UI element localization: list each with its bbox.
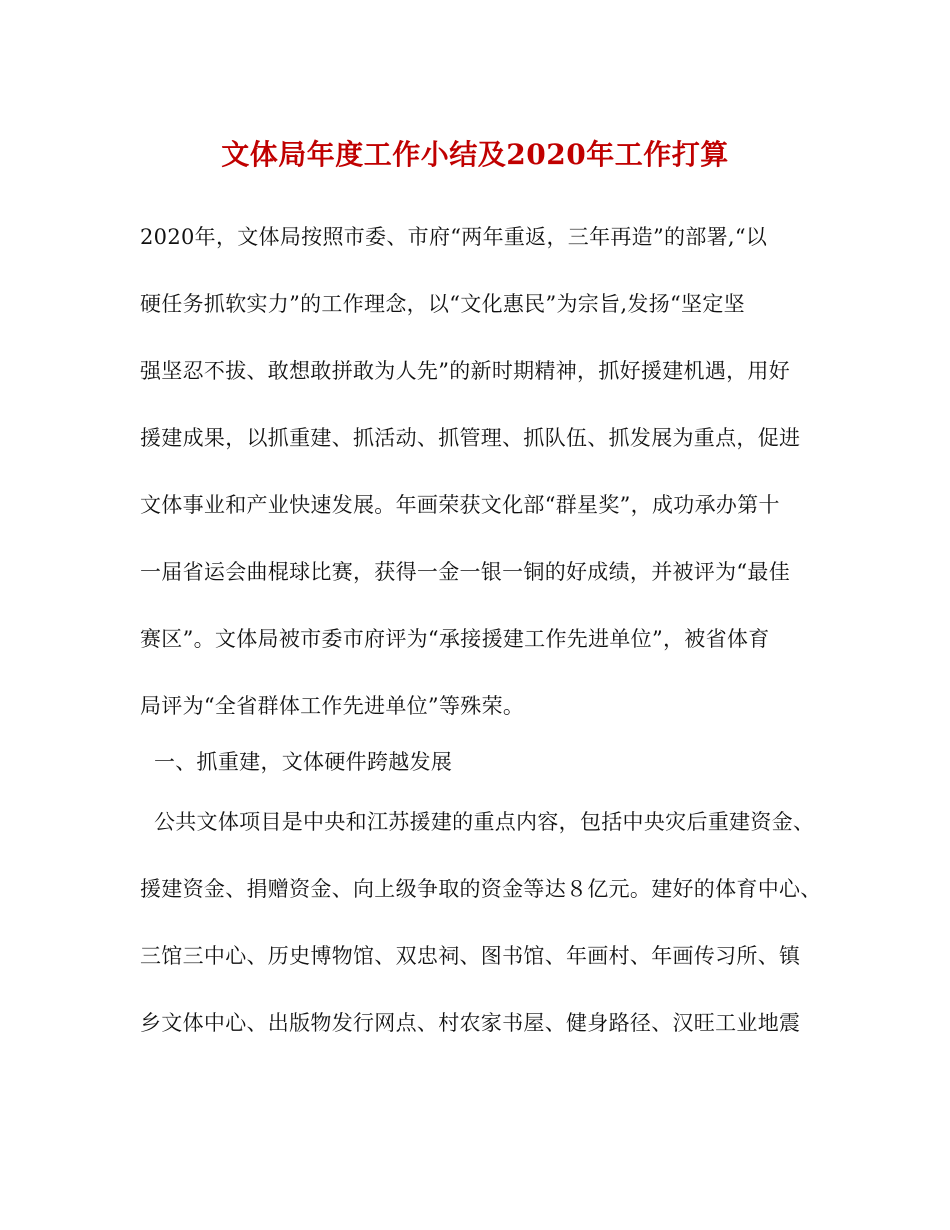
body-line: 援建资金、捐赠资金、向上级争取的资金等达８亿元。建好的体育中心、 [140, 877, 822, 901]
body-line: 文体事业和产业快速发展。年画荣获文化部“群星奖”，成功承办第十 [140, 493, 780, 517]
body-line: 公共文体项目是中央和江苏援建的重点内容，包括中央灾后重建资金、 [140, 810, 815, 834]
body-line: 援建成果，以抓重建、抓活动、抓管理、抓队伍、抓发展为重点，促进 [140, 426, 801, 450]
body-line: 强坚忍不拔、敢想敢拼敢为人先”的新时期精神，抓好援建机遇，用好 [140, 359, 791, 383]
section-heading: 一、抓重建，文体硬件跨越发展 [140, 750, 453, 774]
body-line: 2020年，文体局按照市委、市府“两年重返，三年再造”的部署,“以 [140, 225, 768, 249]
body-line: 赛区”。文体局被市委市府评为“承接援建工作先进单位”，被省体育 [140, 627, 770, 651]
document-title: 文体局年度工作小结及2020年工作打算 [221, 138, 729, 171]
body-line: 硬任务抓软实力”的工作理念，以“文化惠民”为宗旨,发扬“坚定坚 [140, 292, 745, 316]
body-line: 一届省运会曲棍球比赛，获得一金一银一铜的好成绩，并被评为“最佳 [140, 560, 791, 584]
body-line: 三馆三中心、历史博物馆、双忠祠、图书馆、年画村、年画传习所、镇 [140, 944, 801, 968]
body-line: 局评为“全省群体工作先进单位”等殊荣。 [140, 694, 525, 718]
body-line: 乡文体中心、出版物发行网点、村农家书屋、健身路径、汉旺工业地震 [140, 1011, 801, 1035]
